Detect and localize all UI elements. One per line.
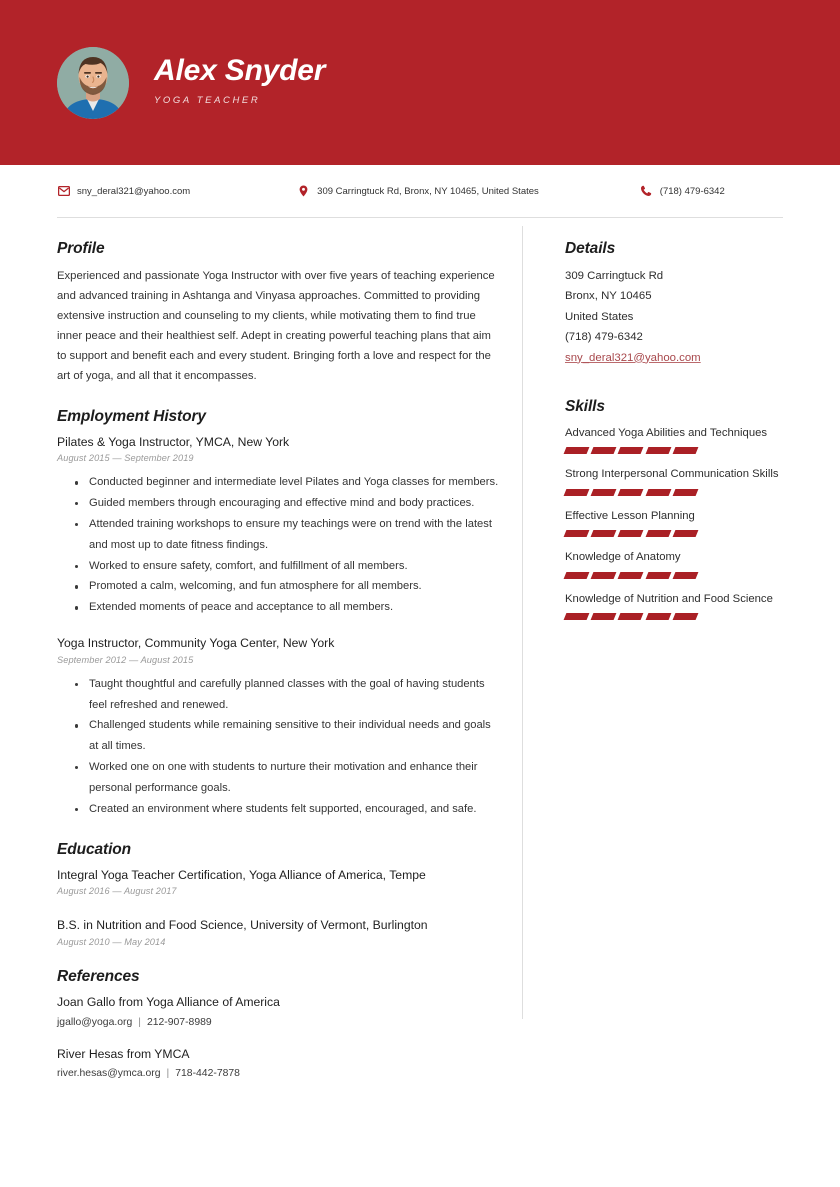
skill-label: Strong Interpersonal Communication Skills bbox=[565, 468, 779, 481]
skill-segment bbox=[645, 530, 671, 537]
contact-address bbox=[297, 185, 539, 198]
skill-segment bbox=[591, 613, 617, 620]
reference-name: River Hesas from YMCA bbox=[57, 1046, 190, 1061]
reference-entry bbox=[57, 994, 500, 1028]
list-item: Conducted beginner and intermediate level Pilates and Yoga classes for members. bbox=[89, 472, 500, 493]
skill-segment bbox=[591, 530, 617, 537]
skill-rating-bar bbox=[565, 530, 697, 537]
reference-phone[interactable]: 718-442-7878 bbox=[175, 1068, 240, 1080]
skill-item bbox=[565, 590, 783, 620]
phone-icon bbox=[640, 185, 653, 198]
skill-segment bbox=[645, 447, 671, 454]
job-date: August 2015 — September 2019 bbox=[57, 453, 194, 464]
skill-item bbox=[565, 465, 783, 495]
skill-segment bbox=[591, 572, 617, 579]
skill-rating-bar bbox=[565, 489, 697, 496]
list-item: Promoted a calm, welcoming, and fun atmosphere for all members. bbox=[89, 576, 500, 597]
detail-street: 309 Carringtuck Rd bbox=[565, 270, 664, 282]
resume-header bbox=[0, 0, 840, 165]
list-item: Challenged students while remaining sensitive to their individual needs and goals at all times. bbox=[89, 715, 500, 757]
reference-separator: | bbox=[138, 1016, 141, 1028]
skill-segment bbox=[672, 613, 698, 620]
profile-text: Experienced and passionate Yoga Instructor with over five years of teaching experience and advanced training in Ashtanga and Vinyasa approaches. Committed to providing extensive instruction and counseling to my clients, while motivating them to find true inner peace and their healthiest self. Adept in creating powerful teaching plans that aim to support and benefit each and every student. Bringing forth a love and respect for the art of yoga, and all that it encompasses. bbox=[57, 270, 495, 383]
job-date: September 2012 — August 2015 bbox=[57, 654, 194, 665]
skill-segment bbox=[564, 530, 590, 537]
education-date: August 2016 — August 2017 bbox=[57, 886, 177, 897]
skill-segment bbox=[618, 572, 644, 579]
skill-segment bbox=[645, 489, 671, 496]
skill-segment bbox=[591, 489, 617, 496]
skill-segment bbox=[645, 572, 671, 579]
reference-email[interactable]: river.hesas@ymca.org bbox=[57, 1068, 161, 1080]
section-references bbox=[57, 968, 500, 1079]
skill-rating-bar bbox=[565, 613, 697, 620]
skill-rating-bar bbox=[565, 572, 697, 579]
contact-address-text: 309 Carringtuck Rd, Bronx, NY 10465, United States bbox=[317, 185, 539, 197]
skill-label: Knowledge of Anatomy bbox=[565, 551, 681, 564]
skill-item bbox=[565, 507, 783, 537]
list-item: Created an environment where students felt supported, encouraged, and safe. bbox=[89, 799, 500, 820]
detail-country: United States bbox=[565, 310, 634, 323]
contact-bar bbox=[0, 165, 840, 217]
education-date: August 2010 — May 2014 bbox=[57, 936, 166, 947]
employment-entry bbox=[57, 434, 500, 618]
contact-phone[interactable] bbox=[640, 185, 725, 198]
skill-segment bbox=[618, 447, 644, 454]
skill-item bbox=[565, 424, 783, 454]
skill-segment bbox=[564, 613, 590, 620]
education-title: Integral Yoga Teacher Certification, Yoga Alliance of America, Tempe bbox=[57, 867, 426, 882]
job-title: Yoga Instructor, Community Yoga Center, New York bbox=[57, 636, 335, 651]
job-title: Pilates & Yoga Instructor, YMCA, New York bbox=[57, 434, 290, 449]
section-education bbox=[57, 841, 500, 947]
skill-segment bbox=[618, 613, 644, 620]
reference-name: Joan Gallo from Yoga Alliance of America bbox=[57, 994, 280, 1009]
candidate-role: YOGA TEACHER bbox=[154, 94, 261, 106]
skill-segment bbox=[564, 447, 590, 454]
list-item: Extended moments of peace and acceptance to all members. bbox=[89, 597, 500, 618]
education-heading: Education bbox=[57, 840, 132, 858]
contact-email[interactable] bbox=[57, 185, 190, 198]
list-item: Taught thoughtful and carefully planned classes with the goal of having students feel refreshed and renewed. bbox=[89, 674, 500, 716]
skill-segment bbox=[672, 489, 698, 496]
sidebar bbox=[523, 218, 783, 1079]
main-column bbox=[57, 218, 522, 1079]
detail-email-link[interactable]: sny_deral321@yahoo.com bbox=[565, 351, 701, 364]
reference-email[interactable]: jgallo@yoga.org bbox=[57, 1016, 133, 1028]
skill-rating-bar bbox=[565, 447, 697, 454]
skill-segment bbox=[672, 530, 698, 537]
reference-contact bbox=[57, 1017, 500, 1028]
section-details bbox=[565, 240, 783, 368]
section-employment bbox=[57, 408, 500, 820]
portrait-photo-icon bbox=[57, 47, 129, 119]
list-item: Guided members through encouraging and effective mind and body practices. bbox=[89, 493, 500, 514]
list-item: Worked to ensure safety, comfort, and fulfillment of all members. bbox=[89, 556, 500, 577]
reference-contact bbox=[57, 1068, 500, 1079]
candidate-name: Alex Snyder bbox=[154, 54, 326, 88]
employment-heading: Employment History bbox=[57, 407, 206, 425]
avatar bbox=[57, 47, 129, 119]
job-bullets bbox=[57, 674, 500, 820]
skill-segment bbox=[564, 572, 590, 579]
skills-heading: Skills bbox=[565, 398, 605, 416]
skill-segment bbox=[591, 447, 617, 454]
list-item: Attended training workshops to ensure my teachings were on trend with the latest and most up to date fitness findings. bbox=[89, 514, 500, 556]
skill-segment bbox=[618, 489, 644, 496]
skill-segment bbox=[645, 613, 671, 620]
references-heading: References bbox=[57, 967, 140, 985]
education-title: B.S. in Nutrition and Food Science, University of Vermont, Burlington bbox=[57, 918, 428, 933]
section-profile bbox=[57, 240, 500, 387]
header-text-block bbox=[154, 55, 325, 109]
skill-label: Advanced Yoga Abilities and Techniques bbox=[565, 427, 768, 440]
reference-entry bbox=[57, 1046, 500, 1080]
education-entry bbox=[57, 867, 500, 897]
skill-segment bbox=[672, 447, 698, 454]
employment-entry bbox=[57, 635, 500, 819]
list-item: Worked one on one with students to nurture their motivation and enhance their personal performance goals. bbox=[89, 757, 500, 799]
details-heading: Details bbox=[565, 240, 616, 257]
education-entry bbox=[57, 917, 500, 947]
contact-email-text: sny_deral321@yahoo.com bbox=[77, 185, 191, 197]
section-skills bbox=[565, 398, 783, 620]
reference-phone[interactable]: 212-907-8989 bbox=[146, 1016, 212, 1028]
skill-segment bbox=[618, 530, 644, 537]
detail-phone: (718) 479-6342 bbox=[565, 331, 643, 344]
map-pin-icon bbox=[297, 185, 310, 198]
detail-city: Bronx, NY 10465 bbox=[565, 290, 652, 303]
skill-label: Effective Lesson Planning bbox=[565, 509, 695, 522]
envelope-icon bbox=[57, 185, 70, 198]
skill-label: Knowledge of Nutrition and Food Science bbox=[565, 592, 773, 605]
job-bullets bbox=[57, 472, 500, 618]
skill-item bbox=[565, 548, 783, 578]
reference-separator: | bbox=[166, 1068, 170, 1080]
skill-segment bbox=[564, 489, 590, 496]
resume-body bbox=[0, 218, 840, 1079]
contact-phone-text: (718) 479-6342 bbox=[659, 185, 725, 197]
profile-heading: Profile bbox=[57, 240, 105, 257]
skill-segment bbox=[672, 572, 698, 579]
